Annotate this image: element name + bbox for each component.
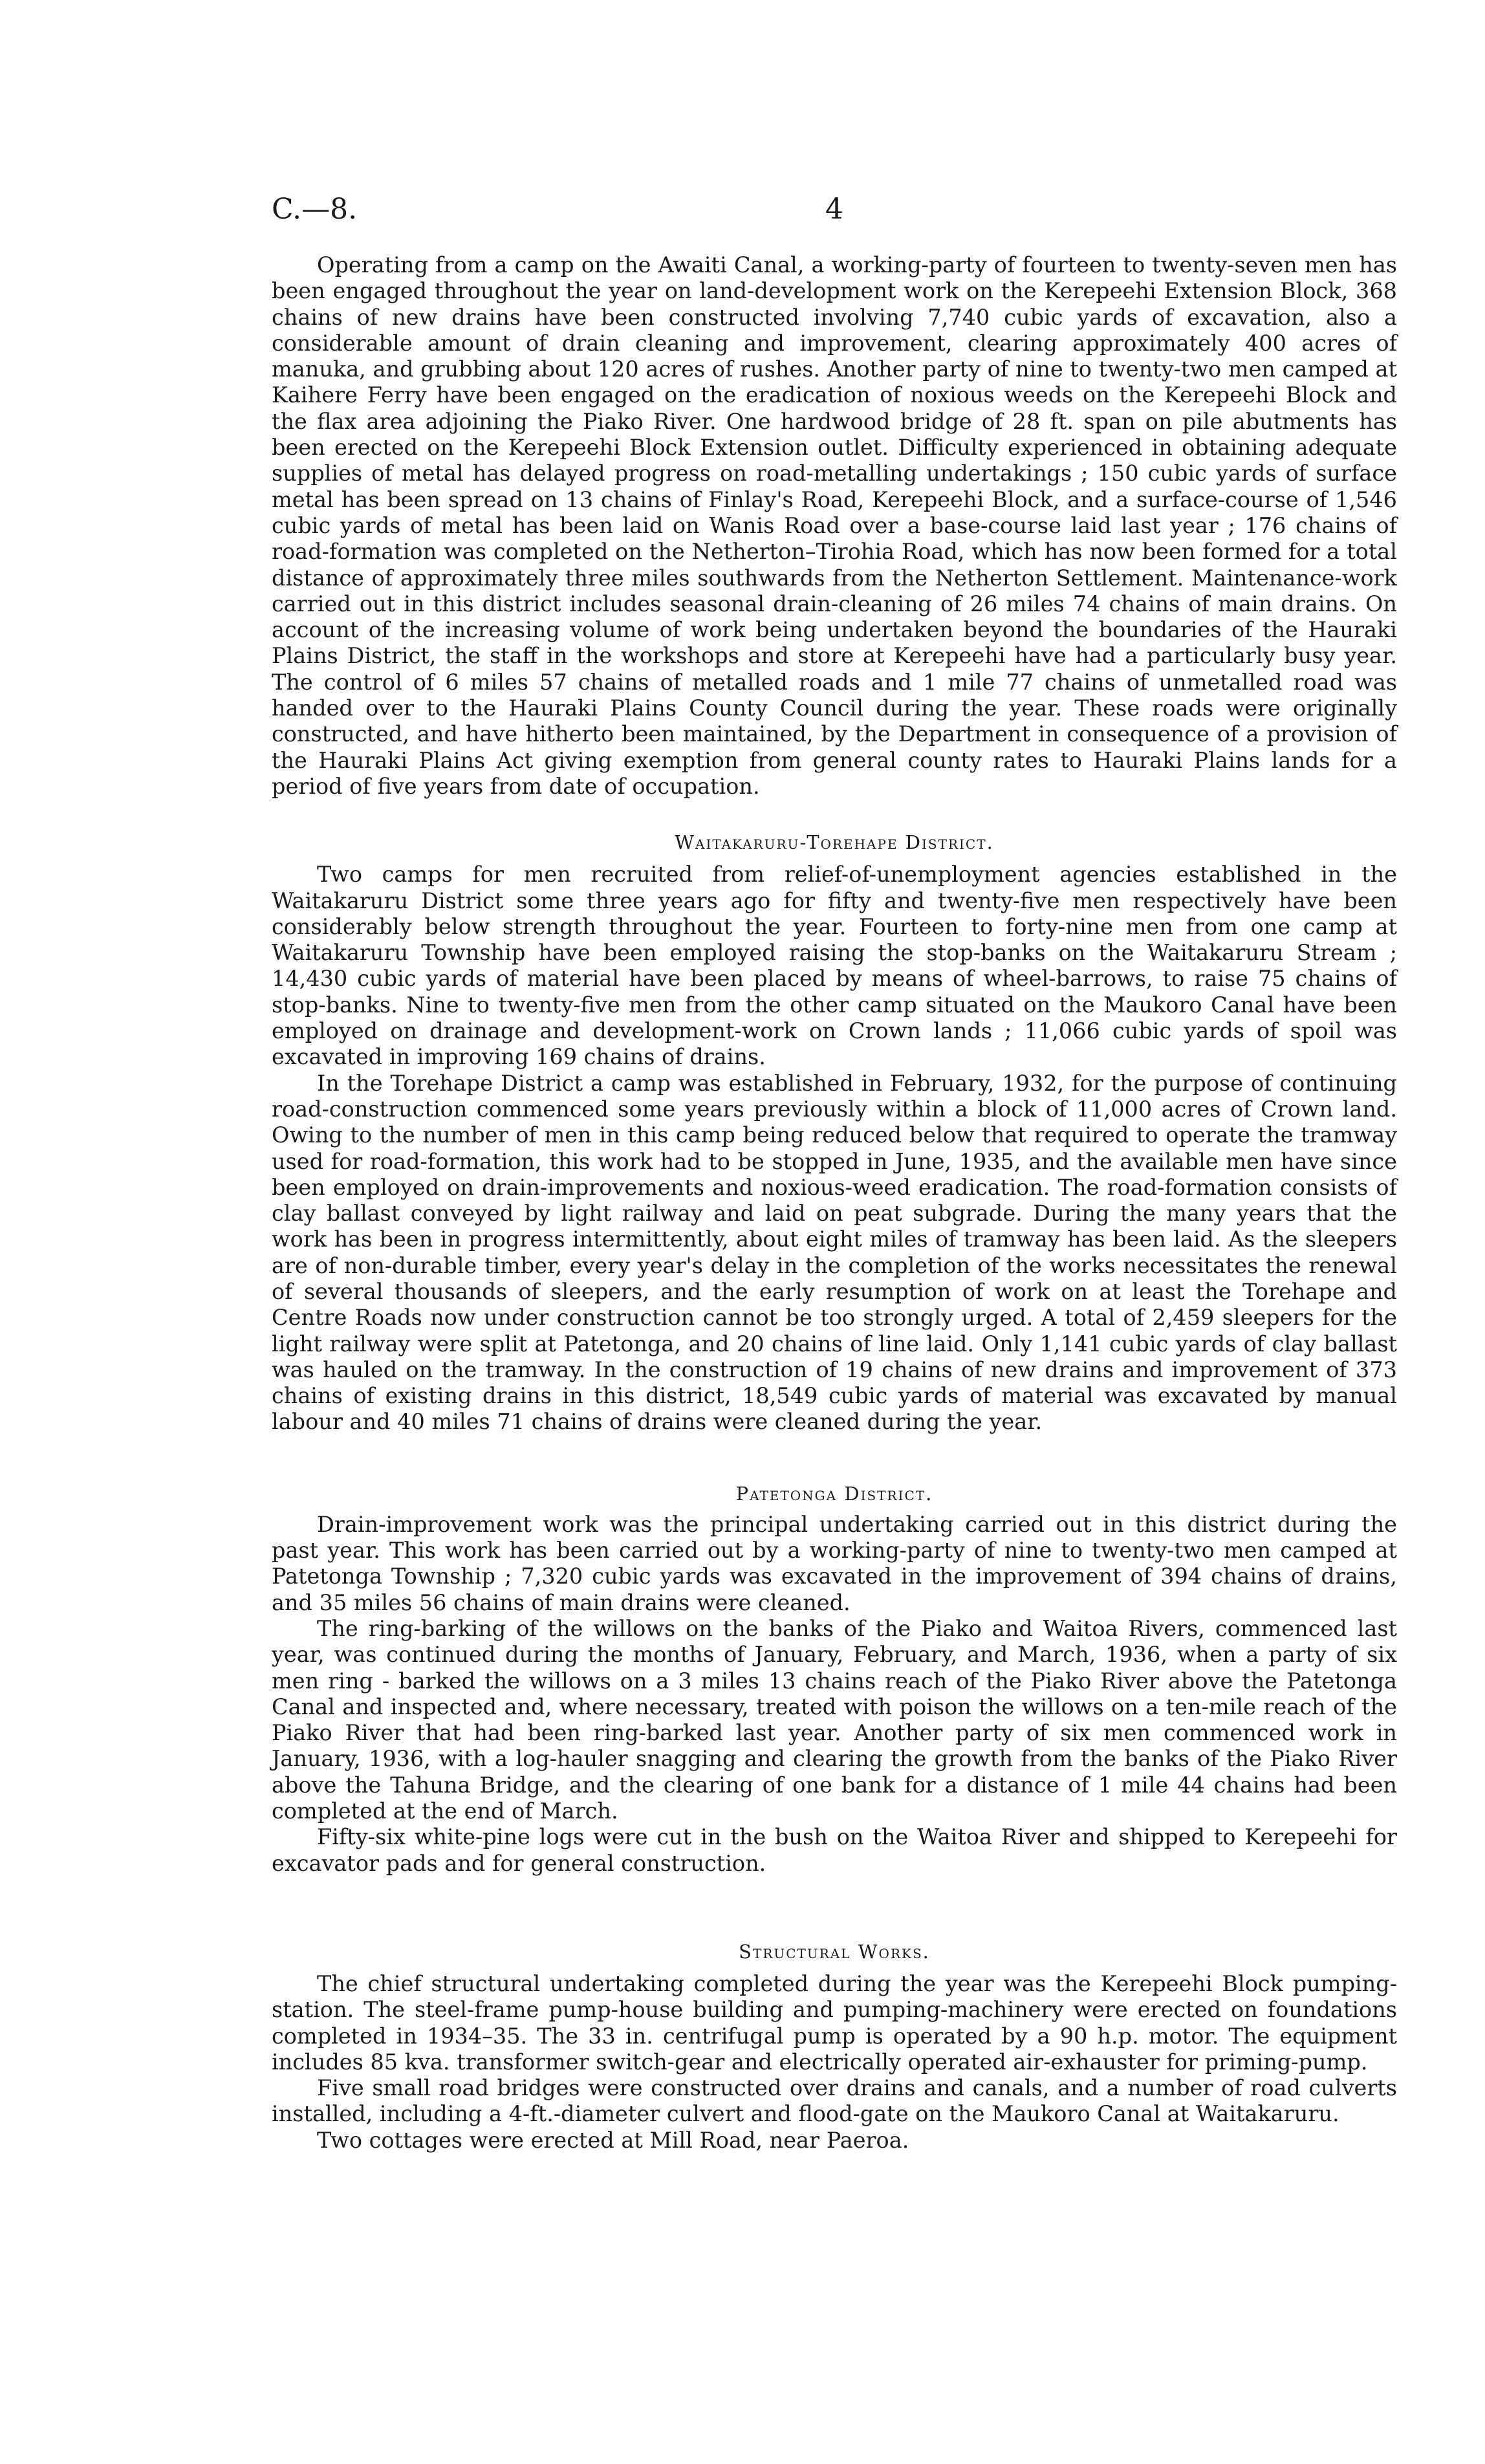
paragraph: Fifty-six white-pine logs were cut in the bush on the Waitoa River and shipped to Kerepeehi for excavator pads and for general construction. (272, 1824, 1397, 1876)
section-structural-works (272, 1939, 1397, 2153)
paragraph: The chief structural undertaking completed during the year was the Kerepeehi Block pumping-station. The steel-frame pump-house building and pumping-machinery were erected on foundations completed in 1934–35. The 33 in. centrifugal pump is operated by a 90 h.p. motor. The equipment includes 85 kva. transformer switch-gear and electrically operated air-exhauster for priming-pump. (272, 1970, 1397, 2075)
section-heading: Waitakaruru-Torehape District. (675, 831, 994, 854)
section-intro (272, 252, 1397, 800)
body-text (272, 252, 1397, 2153)
section-heading: Patetonga District. (735, 1482, 933, 1505)
section-patetonga (272, 1481, 1397, 1877)
section-waitakaruru-torehape (272, 829, 1397, 1435)
paragraph: Two cottages were erected at Mill Road, near Paeroa. (317, 2127, 909, 2153)
running-head (272, 193, 1397, 232)
paragraph: In the Torehape District a camp was established in February, 1932, for the purpose of continuing road-construction commenced some years previously within a block of 11,000 acres of Crown land. Owing to the number of men in this camp being reduced below that required to operate the tramway used for road-formation, this work had to be stopped in June, 1935, and the available men have since been employed on drain-improvements and noxious-weed eradication. The road-formation consists of clay ballast conveyed by light railway and laid on peat subgrade. During the many years that the work has been in progress intermittently, about eight miles of tramway has been laid. As the sleepers are of non-durable timber, every year's delay in the completion of the works necessitates the renewal of several thousands of sleepers, and the early resumption of work on at least the Torehape and Centre Roads now under construction cannot be too strongly urged. A total of 2,459 sleepers for the light railway were split at Patetonga, and 20 chains of line laid. Only 1,141 cubic yards of clay ballast was hauled on the tramway. In the construction of 19 chains of new drains and improvement of 373 chains of existing drains in this district, 18,549 cubic yards of material was excavated by manual labour and 40 miles 71 chains of drains were cleaned during the year. (272, 1070, 1397, 1435)
document-reference: C.—8. (272, 193, 358, 226)
paragraph: Two camps for men recruited from relief-of-unemployment agencies established in the Waitakaruru District some three years ago for fifty and twenty-five men respectively have been considerably below strength throughout the year. Fourteen to forty-nine men from one camp at Waitakaruru Township have been employed raising the stop-banks on the Waitakaruru Stream ; 14,430 cubic yards of material have been placed by means of wheel-barrows, to raise 75 chains of stop-banks. Nine to twenty-five men from the other camp situated on the Maukoro Canal have been employed on drainage and development-work on Crown lands ; 11,066 cubic yards of spoil was excavated in improving 169 chains of drains. (272, 862, 1397, 1070)
paragraph: Drain-improvement work was the principal undertaking carried out in this district during the past year. This work has been carried out by a working-party of nine to twenty-two men camped at Patetonga Township ; 7,320 cubic yards was excavated in the improvement of 394 chains of drains, and 35 miles 56 chains of main drains were cleaned. (272, 1511, 1397, 1615)
page-number: 4 (825, 193, 843, 226)
paragraph: The ring-barking of the willows on the banks of the Piako and Waitoa Rivers, commenced last year, was continued during the months of January, February, and March, 1936, when a party of six men ring - barked the willows on a 3 miles 13 chains reach of the Piako River above the Patetonga Canal and inspected and, where necessary, treated with poison the willows on a ten-mile reach of the Piako River that had been ring-barked last year. Another party of six men commenced work in January, 1936, with a log-hauler snagging and clearing the growth from the banks of the Piako River above the Tahuna Bridge, and the clearing of one bank for a distance of 1 mile 44 chains had been completed at the end of March. (272, 1615, 1397, 1824)
paragraph: Operating from a camp on the Awaiti Canal, a working-party of fourteen to twenty-seven men has been engaged throughout the year on land-development work on the Kerepeehi Extension Block, 368 chains of new drains have been constructed involving 7,740 cubic yards of excavation, also a considerable amount of drain cleaning and improvement, clearing approximately 400 acres of manuka, and grubbing about 120 acres of rushes. Another party of nine to twenty-two men camped at Kaihere Ferry have been engaged on the eradication of noxious weeds on the Kerepeehi Block and the flax area adjoining the Piako River. One hardwood bridge of 28 ft. span on pile abutments has been erected on the Kerepeehi Block Extension outlet. Difficulty experienced in obtaining adequate supplies of metal has delayed progress on road-metalling undertakings ; 150 cubic yards of surface metal has been spread on 13 chains of Finlay's Road, Kerepeehi Block, and a surface-course of 1,546 cubic yards of metal has been laid on Wanis Road over a base-course laid last year ; 176 chains of road-formation was completed on the Netherton–Tirohia Road, which has now been formed for a total distance of approximately three miles southwards from the Netherton Settlement. Maintenance-work carried out in this district includes seasonal drain-cleaning of 26 miles 74 chains of main drains. On account of the increasing volume of work being undertaken beyond the boundaries of the Hauraki Plains District, the staff in the workshops and store at Kerepeehi have had a particularly busy year. The control of 6 miles 57 chains of metalled roads and 1 mile 77 chains of unmetalled road was handed over to the Hauraki Plains County Council during the year. These roads were originally constructed, and have hitherto been maintained, by the Department in consequence of a provision of the Hauraki Plains Act giving exemption from general county rates to Hauraki Plains lands for a period of five years from date of occupation. (272, 252, 1397, 799)
section-heading: Structural Works. (739, 1940, 930, 1963)
paragraph: Five small road bridges were constructed over drains and canals, and a number of road culverts installed, including a 4-ft.-diameter culvert and flood-gate on the Maukoro Canal at Waitakaruru. (272, 2075, 1397, 2127)
